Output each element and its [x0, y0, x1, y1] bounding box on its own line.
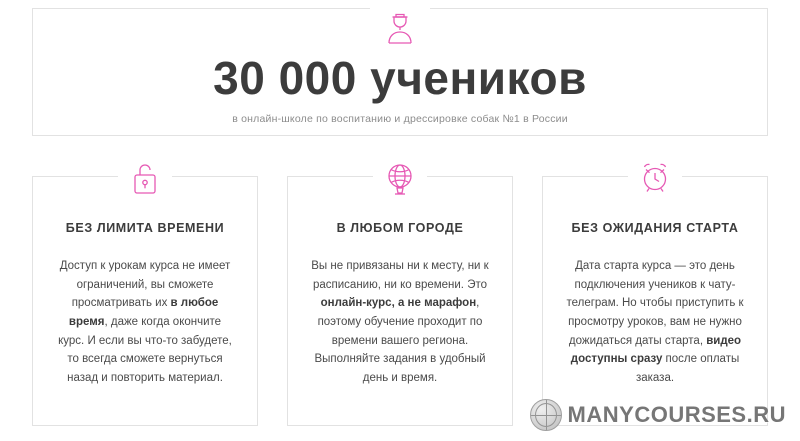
alarm-clock-icon [628, 155, 682, 201]
watermark-text [568, 402, 786, 428]
globe-icon [373, 155, 427, 201]
feature-card-any-city [287, 176, 513, 426]
open-lock-icon [118, 155, 172, 201]
hero-banner [32, 8, 768, 136]
card-title: БЕЗ ОЖИДАНИЯ СТАРТА [571, 221, 739, 235]
watermark-tail: .RU [746, 402, 786, 427]
feature-cards [32, 176, 768, 426]
card-title: В ЛЮБОМ ГОРОДЕ [336, 221, 464, 235]
watermark-accent: COURSES [634, 402, 747, 427]
card-body: Дата старта курса — это день подключения учеников к чату-телеграм. Но чтобы приступить к просмотру уроков, вам не нужно дожидаться даты старта, видео доступны сразу после оплаты заказа. [566, 260, 744, 384]
watermark-main: MANY [567, 402, 635, 427]
student-person-icon [370, 7, 430, 51]
feature-card-no-time-limit [32, 176, 258, 426]
card-title: БЕЗ ЛИМИТА ВРЕМЕНИ [65, 221, 225, 235]
page-title: 30 000 учеников [213, 52, 587, 104]
globe-icon [530, 399, 562, 431]
feature-card-no-waiting [542, 176, 768, 426]
page-subtitle: в онлайн-школе по воспитанию и дрессировке собак №1 в России [232, 113, 568, 125]
watermark [530, 399, 786, 431]
card-body: Доступ к урокам курса не имеет ограничений, вы сможете просматривать их в любое время, даже когда окончите курс. И если вы что-то забудете, то всегда сможете вернуться назад и повторить материал. [58, 260, 232, 384]
card-body: Вы не привязаны ни к месту, ни к расписанию, ни ко времени. Это онлайн-курс, а не марафон, поэтому обучение проходит по времени вашего региона. Выполняйте задания в удобный день и время. [311, 260, 489, 384]
